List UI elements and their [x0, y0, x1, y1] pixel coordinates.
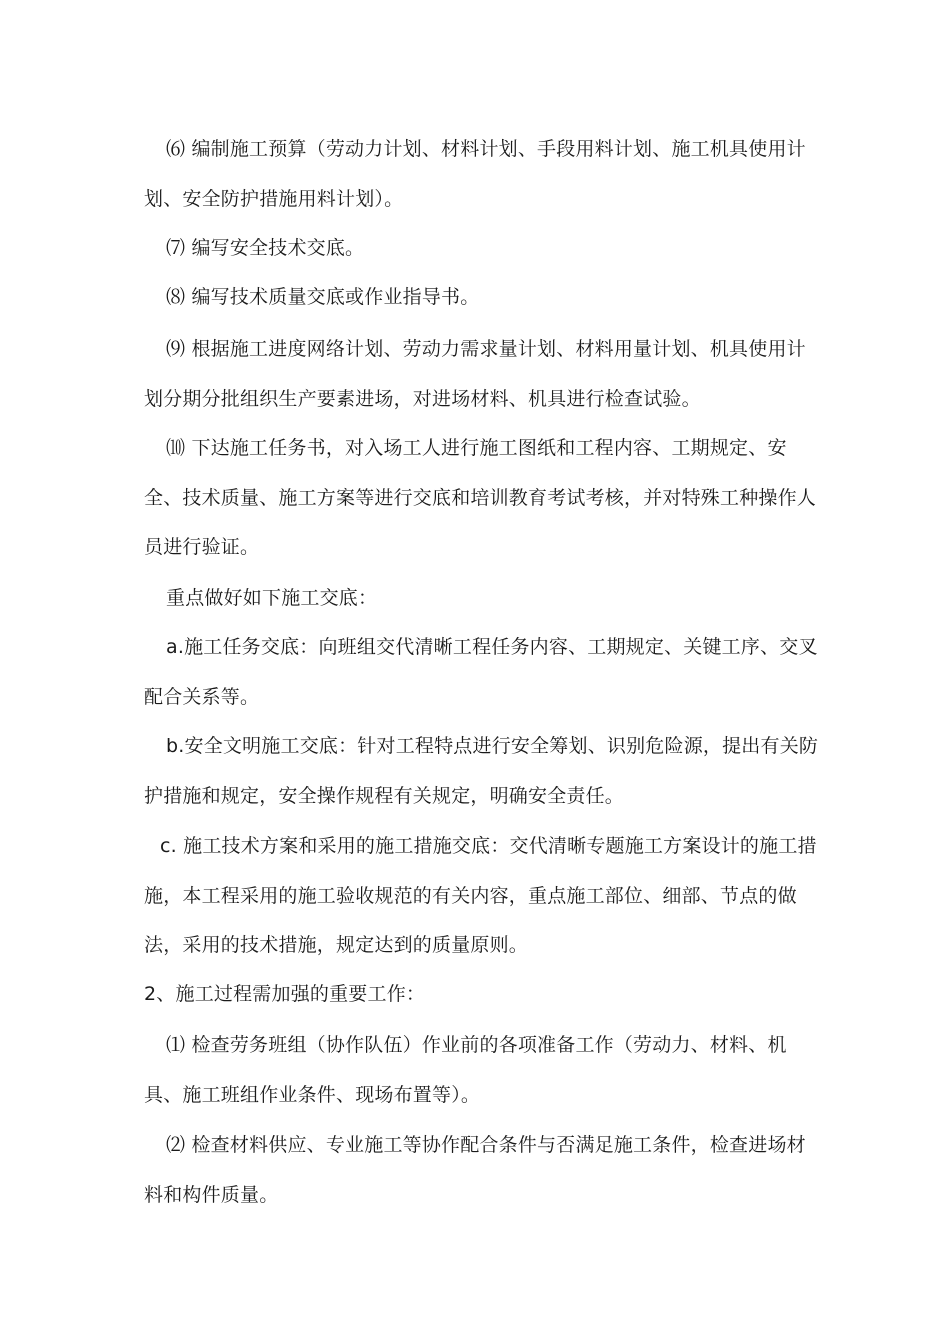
- paragraph-step-2: ⑵ 检查材料供应、专业施工等协作配合条件与否满足施工条件，检查进场材料和构件质量。: [144, 1134, 806, 1206]
- paragraph-disclosure-c: c. 施工技术方案和采用的施工措施交底：交代清晰专题施工方案设计的施工措施，本工程采用的施工验收规范的有关内容，重点施工部位、细部、节点的做法，采用的技术措施，规定达到的质量原则。: [144, 835, 817, 956]
- paragraph-item-8: ⑻ 编写技术质量交底或作业指导书。: [166, 286, 480, 308]
- paragraph-disclosure-b: b.安全文明施工交底：针对工程特点进行安全筹划、识别危险源，提出有关防护措施和规定，安全操作规程有关规定，明确安全责任。: [144, 735, 819, 807]
- paragraph-step-1: ⑴ 检查劳务班组（协作队伍）作业前的各项准备工作（劳动力、材料、机具、施工班组作业条件、现场布置等）。: [144, 1034, 787, 1106]
- section-heading-2: 2、施工过程需加强的重要工作：: [144, 983, 426, 1005]
- paragraph-item-10: ⑽ 下达施工任务书，对入场工人进行施工图纸和工程内容、工期规定、安全、技术质量、施工方案等进行交底和培训教育考试考核，并对特殊工种操作人员进行验证。: [144, 437, 817, 558]
- paragraph-item-6: ⑹ 编制施工预算（劳动力计划、材料计划、手段用料计划、施工机具使用计划、安全防护措施用料计划）。: [144, 138, 806, 210]
- paragraph-item-9: ⑼ 根据施工进度网络计划、劳动力需求量计划、材料用量计划、机具使用计划分期分批组织生产要素进场，对进场材料、机具进行检查试验。: [144, 338, 806, 410]
- paragraph-disclosure-a: a.施工任务交底：向班组交代清晰工程任务内容、工期规定、关键工序、交叉配合关系等。: [144, 636, 818, 708]
- paragraph-item-7: ⑺ 编写安全技术交底。: [166, 237, 365, 259]
- paragraph-key-disclosure-heading: 重点做好如下施工交底：: [166, 587, 378, 609]
